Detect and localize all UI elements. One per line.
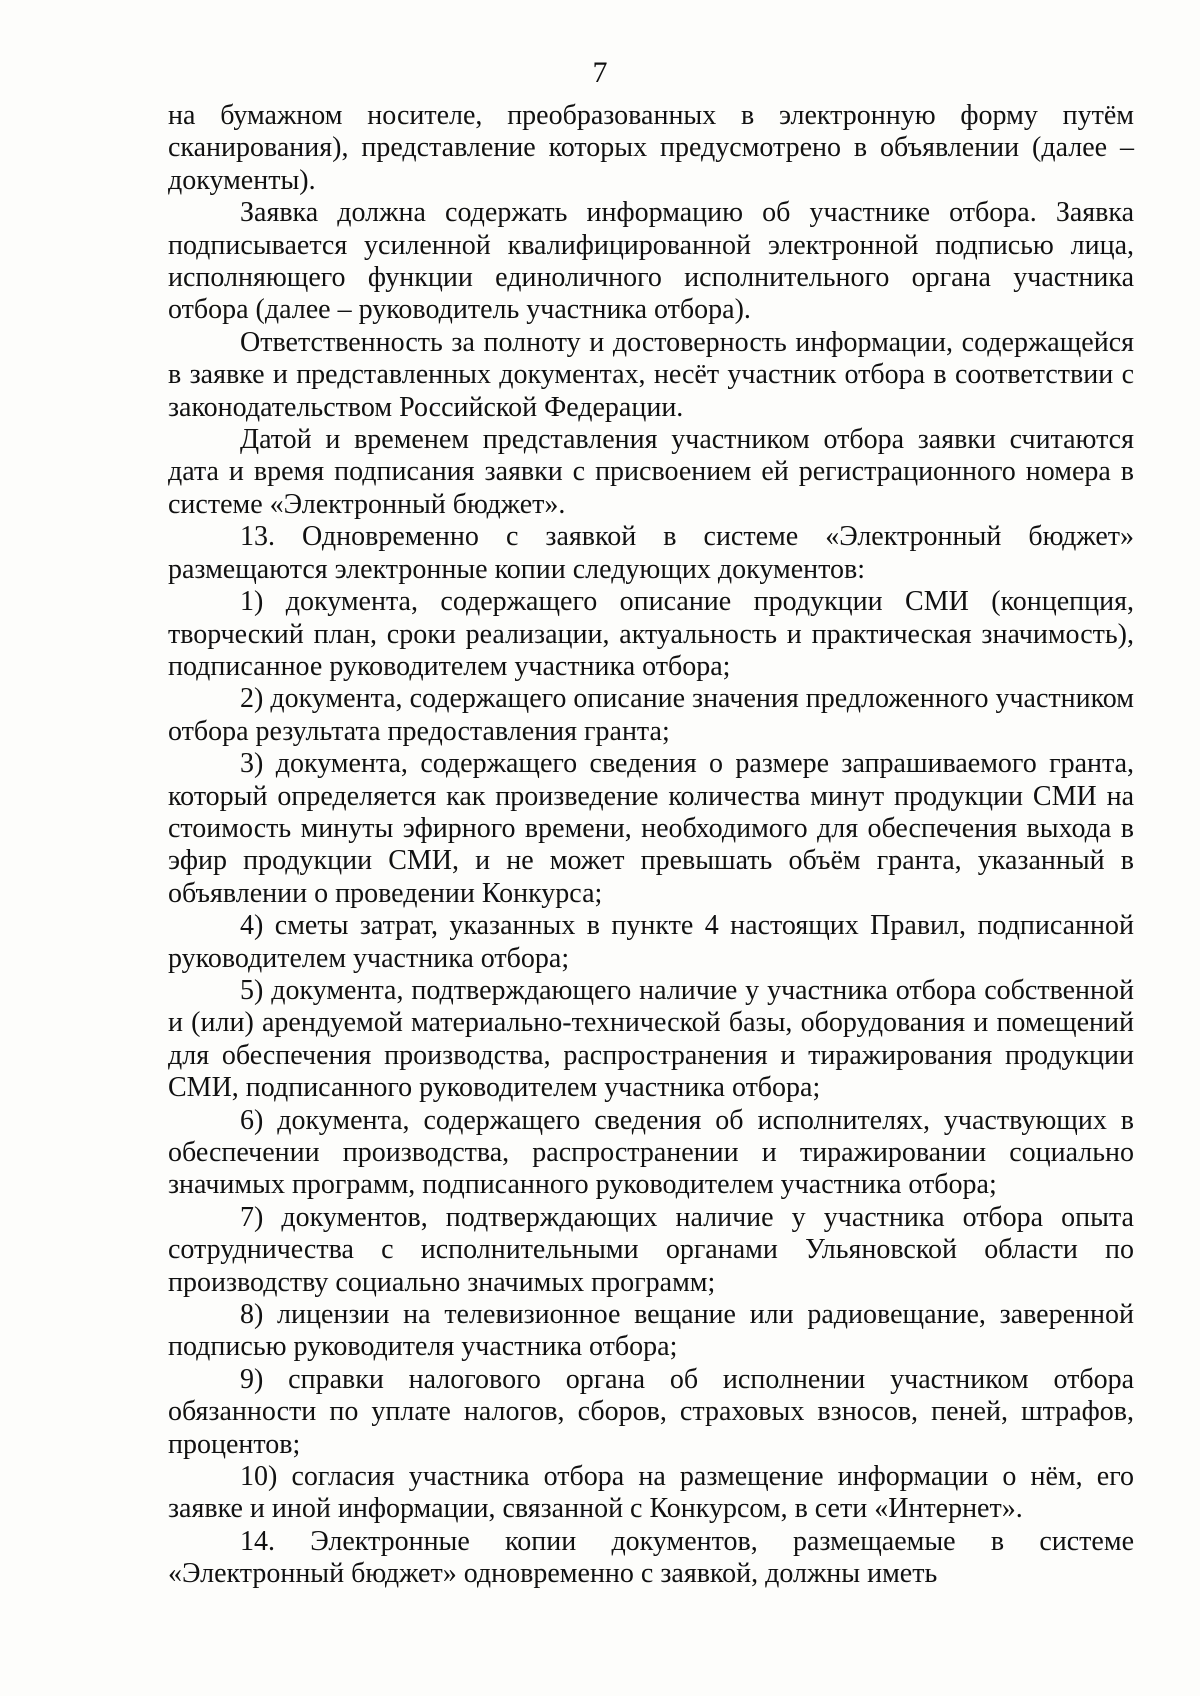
list-item-8: 8) лицензии на телевизионное вещание или радиовещание, заверенной подписью руководителя участника отбора; (168, 1299, 1134, 1363)
list-item-3: 3) документа, содержащего сведения о размере запрашиваемого гранта, который определяется как произведение количества минут продукции СМИ на стоимость минуты эфирного времени, необходимого для обеспечения выхода в эфир продукции СМИ, и не может превышать объём гранта, указанный в объявлении о проведении Конкурса; (168, 748, 1134, 909)
list-item-1: 1) документа, содержащего описание продукции СМИ (концепция, творческий план, сроки реализации, актуальность и практическая значимость), подписанное руководителем участника отбора; (168, 586, 1134, 682)
document-body (168, 100, 1134, 1591)
list-item-7: 7) документов, подтверждающих наличие у участника отбора опыта сотрудничества с исполнительными органами Ульяновской области по производству социально значимых программ; (168, 1201, 1134, 1298)
list-item-4: 4) сметы затрат, указанных в пункте 4 настоящих Правил, подписанной руководителем участника отбора; (168, 910, 1134, 974)
paragraph-continuation: на бумажном носителе, преобразованных в электронную форму путём сканирования), представление которых предусмотрено в объявлении (далее – документы). (168, 100, 1134, 196)
list-item-2: 2) документа, содержащего описание значения предложенного участником отбора результата предоставления гранта; (168, 683, 1134, 747)
list-item-9: 9) справки налогового органа об исполнении участником отбора обязанности по уплате налогов, сборов, страховых взносов, пеней, штрафов, процентов; (168, 1363, 1134, 1460)
paragraph-responsibility: Ответственность за полноту и достоверность информации, содержащейся в заявке и представленных документах, несёт участник отбора в соответствии с законодательством Российской Федерации. (168, 326, 1134, 423)
paragraph-application-content: Заявка должна содержать информацию об участнике отбора. Заявка подписывается усиленной квалифицированной электронной подписью лица, исполняющего функции единоличного исполнительного органа участника отбора (далее – руководитель участника отбора). (168, 197, 1134, 326)
clause-13: 13. Одновременно с заявкой в системе «Электронный бюджет» размещаются электронные копии следующих документов: (168, 521, 1134, 585)
list-item-5: 5) документа, подтверждающего наличие у участника отбора собственной и (или) арендуемой материально-технической базы, оборудования и помещений для обеспечения производства, распространения и тиражирования продукции СМИ, подписанного руководителем участника отбора; (168, 974, 1134, 1104)
list-item-6: 6) документа, содержащего сведения об исполнителях, участвующих в обеспечении производства, распространении и тиражировании социально значимых программ, подписанного руководителем участника отбора; (168, 1104, 1134, 1201)
paragraph-submission-date: Датой и временем представления участником отбора заявки считаются дата и время подписания заявки с присвоением ей регистрационного номера в системе «Электронный бюджет». (168, 424, 1134, 520)
page-number: 7 (592, 56, 608, 89)
clause-14: 14. Электронные копии документов, размещаемые в системе «Электронный бюджет» одновременно с заявкой, должны иметь (168, 1525, 1134, 1590)
list-item-10: 10) согласия участника отбора на размещение информации о нём, его заявке и иной информации, связанной с Конкурсом, в сети «Интернет». (168, 1461, 1134, 1525)
